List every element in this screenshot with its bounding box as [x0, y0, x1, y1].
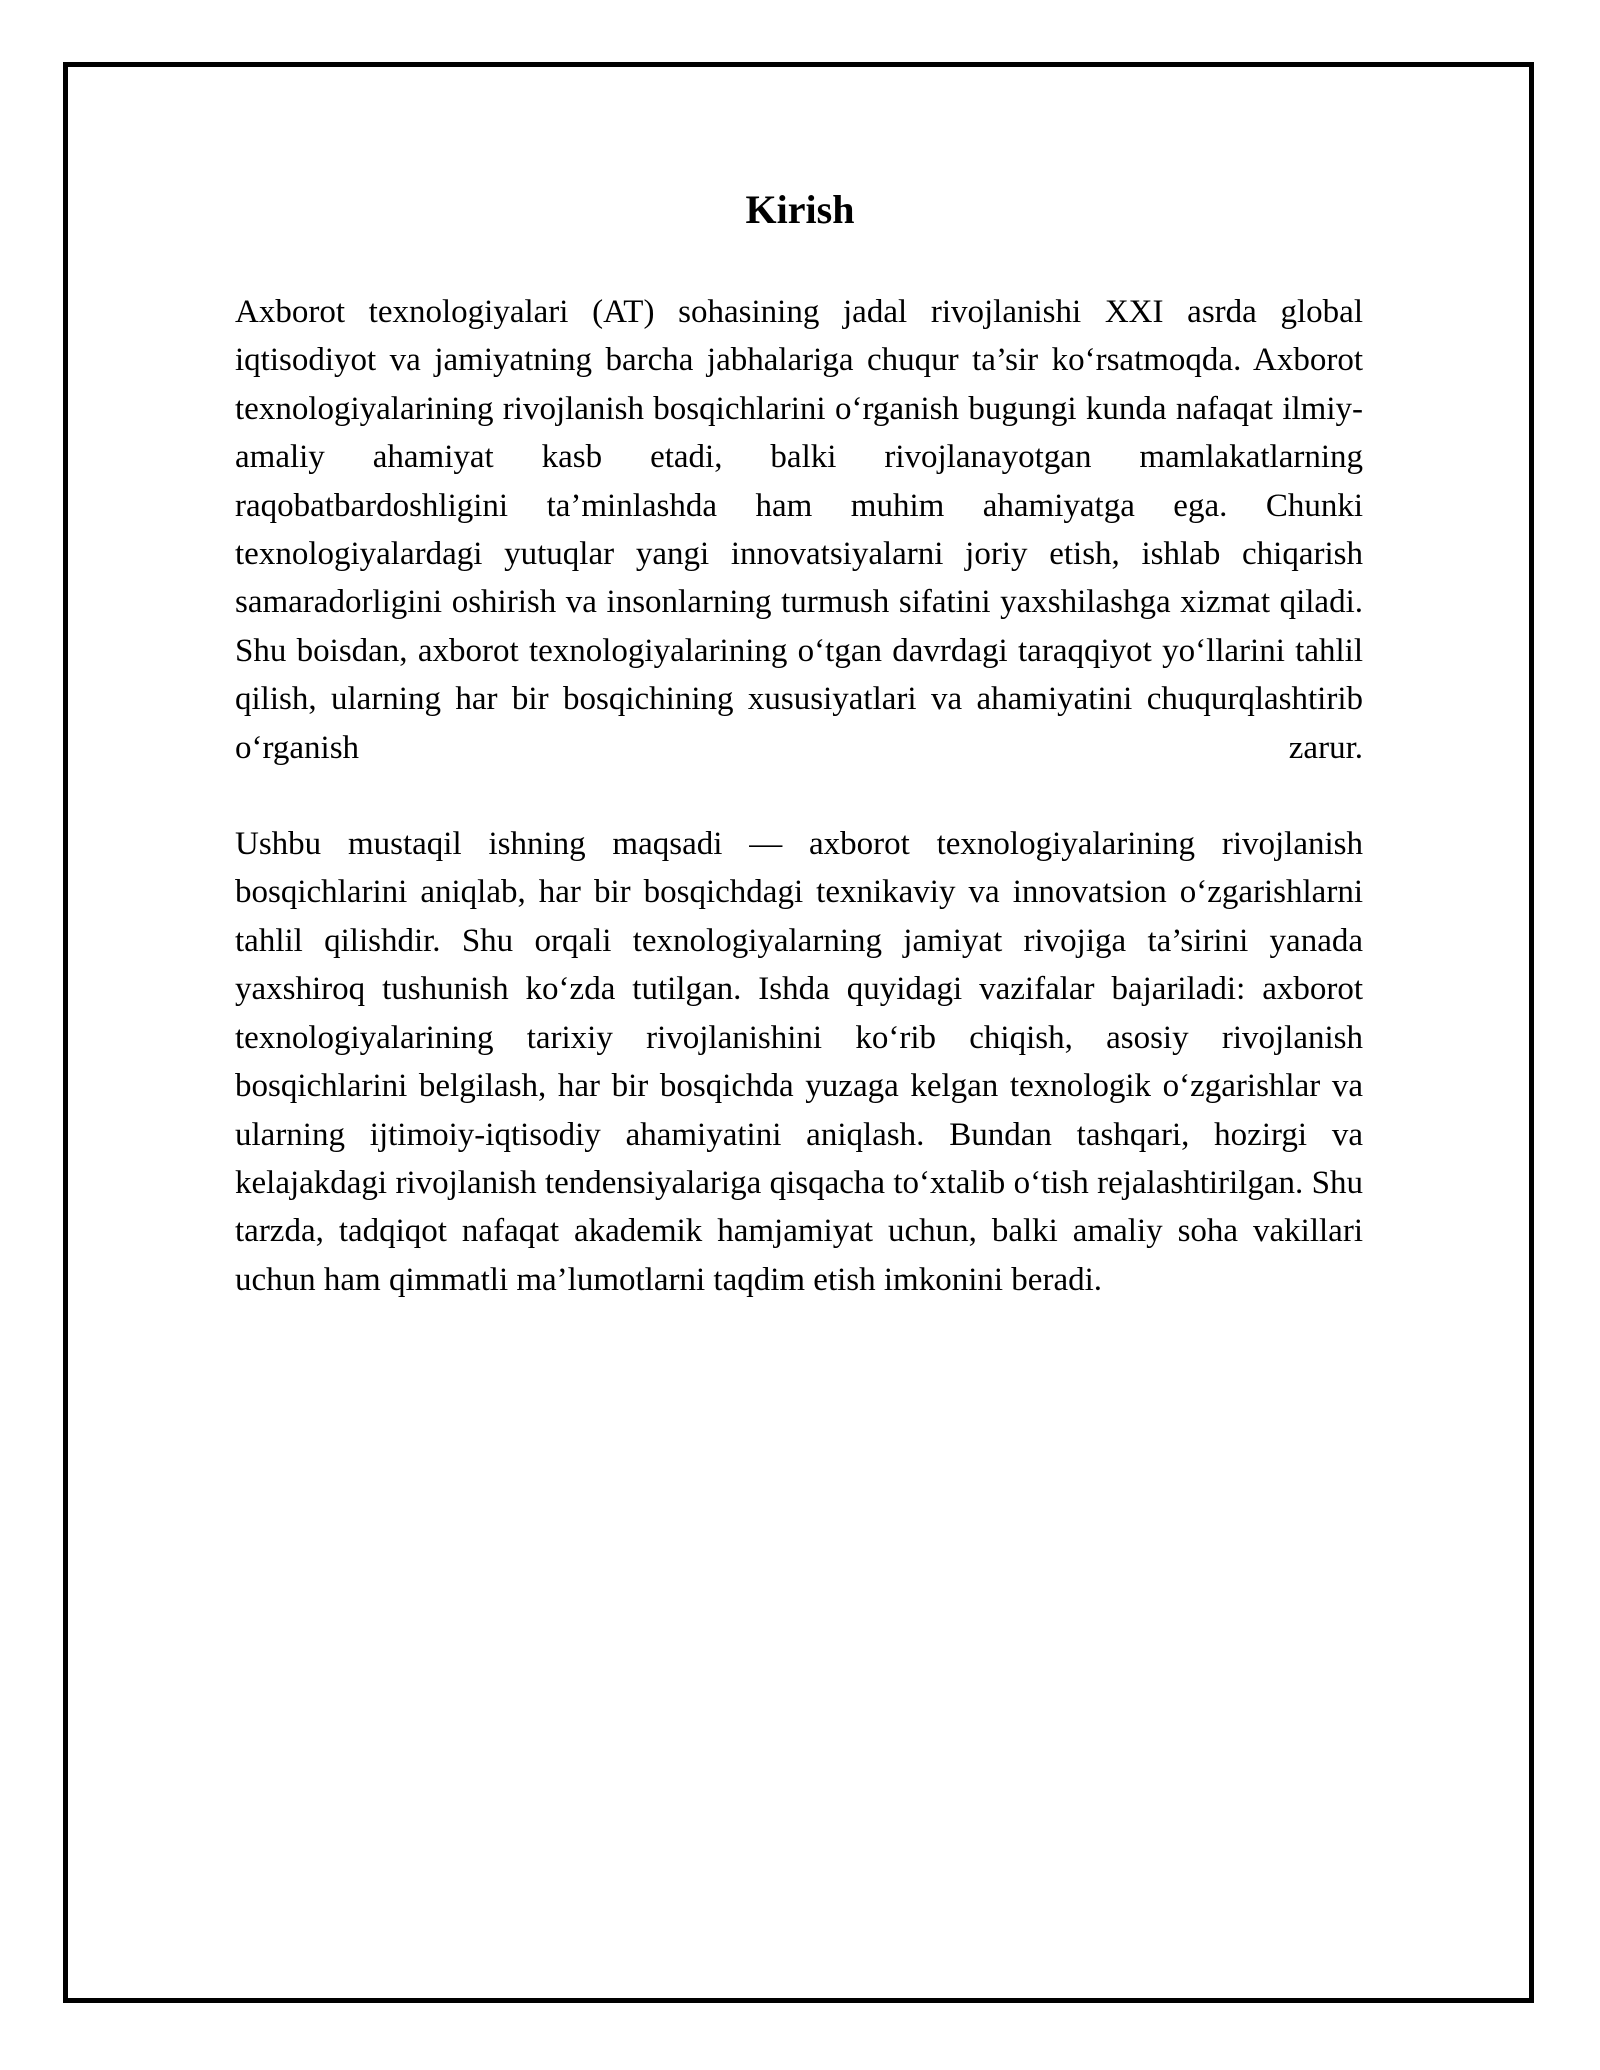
- page-title: Kirish: [745, 187, 855, 232]
- paragraph-purpose: Ushbu mustaqil ishning maqsadi — axborot texnologiyalarining rivojlanish bosqichlarini aniqlab, har bir bosqichdagi texnikaviy va innovatsion o‘zgarishlarni tahlil qilishdir. Shu orqali texnologiyalarning jamiyat rivojiga ta’sirini yanada yaxshiroq tushunish ko‘zda tutilgan. Ishda quyidagi vazifalar bajariladi: axborot texnologiyalarining tarixiy rivojlanishini ko‘rib chiqish, asosiy rivojlanish bosqichlarini belgilash, har bir bosqichda yuzaga kelgan texnologik o‘zgarishlar va ularning ijtimoiy-iqtisodiy ahamiyatini aniqlash. Bundan tashqari, hozirgi va kelajakdagi rivojlanish tendensiyalariga qisqacha to‘xtalib o‘tish rejalashtirilgan. Shu tarzda, tadqiqot nafaqat akademik hamjamiyat uchun, balki amaliy soha vakillari uchun ham qimmatli ma’lumotlarni taqdim etish imkonini beradi.: [235, 826, 1363, 1298]
- document-body: [235, 288, 1363, 1304]
- paragraph-intro: Axborot texnologiyalari (AT) sohasining jadal rivojlanishi XXI asrda global iqtisodiyot va jamiyatning barcha jabhalariga chuqur ta’sir ko‘rsatmoqda. Axborot texnologiyalarining rivojlanish bosqichlarini o‘rganish bugungi kunda nafaqat ilmiy-amaliy ahamiyat kasb etadi, balki rivojlanayotgan mamlakatlarning raqobatbardoshligini ta’minlashda ham muhim ahamiyatga ega. Chunki texnologiyalardagi yutuqlar yangi innovatsiyalarni joriy etish, ishlab chiqarish samaradorligini oshirish va insonlarning turmush sifatini yaxshilashga xizmat qiladi. Shu boisdan, axborot texnologiyalarining o‘tgan davrdagi taraqqiyot yo‘llarini tahlil qilish, ularning har bir bosqichining xususiyatlari va ahamiyatini chuqurqlashtirib o‘rganish zarur.: [235, 294, 1363, 766]
